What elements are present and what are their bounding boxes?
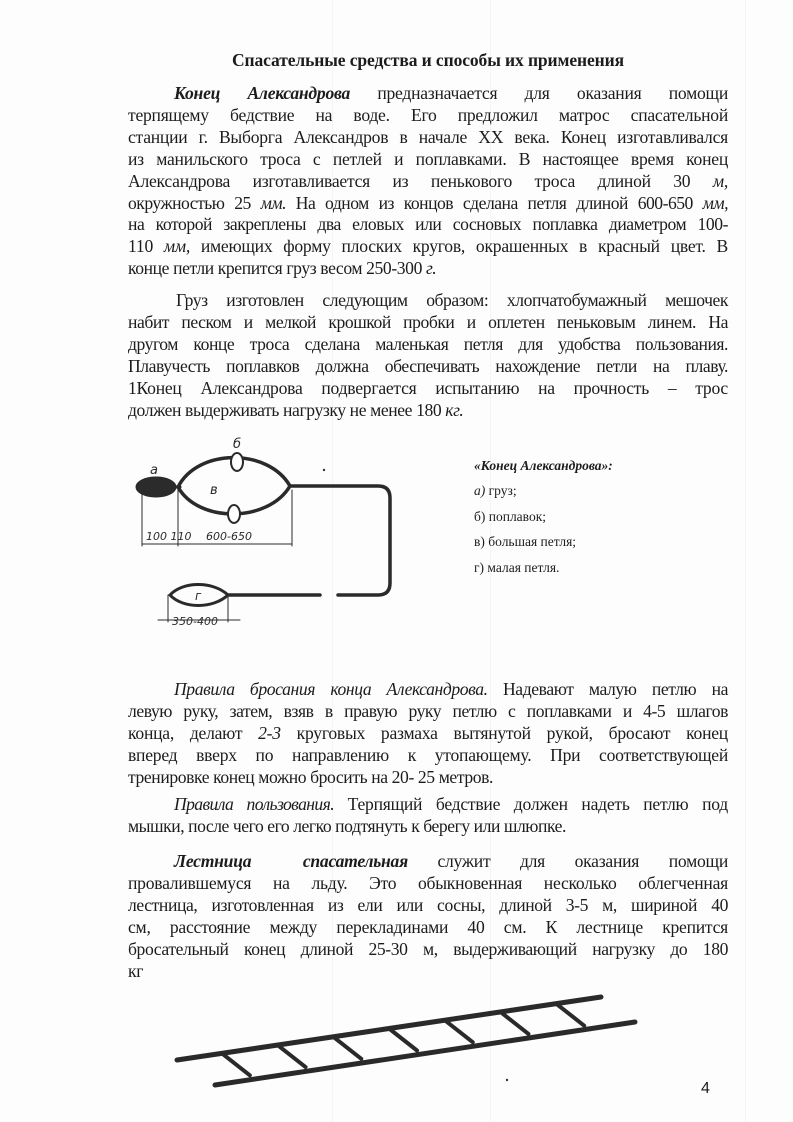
text-fragment: окружностью 25 bbox=[128, 192, 251, 213]
float-lower bbox=[228, 505, 240, 523]
dim-big-loop-length: 600-650 bbox=[206, 530, 252, 543]
legend-text: груз; bbox=[488, 483, 517, 498]
rule-heading: Правила бросания конца Александрова. bbox=[174, 679, 488, 699]
legend-text: малая петля. bbox=[487, 559, 560, 575]
text-line bbox=[128, 236, 728, 258]
number: 2-3 bbox=[258, 722, 281, 743]
text-fragment: конца, делают bbox=[128, 722, 243, 743]
konets-aleksandrova-diagram bbox=[128, 428, 428, 638]
text-line: кг bbox=[128, 960, 144, 981]
dim-weight-length: 100 110 bbox=[146, 530, 192, 543]
paragraph-lestnitsa bbox=[128, 851, 728, 982]
text-fragment: круговых размаха вытянутой рукой, бросают конец bbox=[296, 722, 728, 743]
text-fragment: служит для оказания помощи bbox=[437, 851, 728, 871]
page-title: Спасательные средства и способы их применения bbox=[231, 50, 625, 70]
text-line bbox=[128, 723, 728, 745]
text-fragment: На одном из концов сделана петля длиной 600-650 bbox=[295, 192, 693, 213]
text-line bbox=[128, 794, 728, 816]
text-fragment: предназначается для оказания помощи bbox=[377, 83, 728, 103]
legend-marker: в) bbox=[474, 534, 485, 549]
text-line: тренировке конец можно бросить на 20- 25 метров. bbox=[128, 766, 494, 787]
text-line: набит песком и мелкой крошкой пробки и оплетен пеньковым линем. На bbox=[128, 311, 728, 332]
paragraph-pravila-brosaniya bbox=[128, 679, 728, 789]
text-line bbox=[128, 679, 728, 701]
text-line: см, расстояние между перекладинами 40 см. К лестнице крепится bbox=[128, 916, 728, 937]
legend-item bbox=[474, 560, 613, 576]
legend-text: поплавок; bbox=[488, 508, 547, 524]
dim-small-loop-length: 350-400 bbox=[172, 615, 218, 628]
legend-marker: б) bbox=[474, 508, 486, 524]
text-line: терпящему бедствие на воде. Его предложил матрос спасательной bbox=[128, 104, 728, 125]
text-line: Плавучесть поплавков должна обеспечивать нахождение петли на плаву. bbox=[128, 355, 728, 376]
text-fragment: имеющих форму плоских кругов, окрашенных в красный цвет. В bbox=[200, 236, 728, 257]
unit: мм, bbox=[163, 236, 190, 257]
scan-dot bbox=[506, 1079, 508, 1081]
text-line bbox=[128, 193, 728, 215]
legend-item bbox=[474, 483, 613, 499]
label-small-loop: г bbox=[195, 589, 202, 603]
page-number: 4 bbox=[701, 1080, 710, 1097]
ladder-rung bbox=[278, 1045, 306, 1067]
text-line bbox=[128, 83, 728, 105]
text-line: мышки, после чего его легко подтянуть к берегу или шлюпке. bbox=[128, 815, 566, 836]
text-fragment: конце петли крепится груз весом 250-300 bbox=[128, 258, 422, 279]
paragraph-gruz bbox=[128, 290, 728, 421]
ladder-rung bbox=[556, 1004, 584, 1026]
legend-item bbox=[474, 534, 613, 550]
text-line: вперед вверх по направлению к утопающему. При соответствующей bbox=[128, 744, 728, 765]
legend-title: «Конец Александрова»: bbox=[474, 458, 613, 473]
ladder-illustration bbox=[165, 990, 745, 1100]
scan-artifact bbox=[745, 0, 746, 1122]
text-line bbox=[128, 400, 728, 422]
ladder-rung bbox=[500, 1012, 528, 1034]
label-weight: а bbox=[150, 463, 158, 478]
unit: мм. bbox=[260, 192, 286, 213]
text-line: 1Конец Александрова подвергается испытанию на прочность – трос bbox=[128, 377, 728, 398]
float-upper bbox=[231, 453, 243, 471]
text-fragment: Александрова изготавливается из пенькового троса длиной 30 bbox=[128, 170, 691, 191]
ladder-rail-bottom bbox=[215, 1022, 635, 1085]
ladder-rung bbox=[333, 1037, 361, 1059]
rule-heading: Правила пользования. bbox=[174, 794, 334, 814]
text-fragment: должен выдерживать нагрузку не менее 180 bbox=[128, 399, 442, 420]
text-fragment: 110 bbox=[128, 236, 153, 257]
text-line: лестница, изготовленная из ели или сосны, длиной 3-5 м, шириной 40 bbox=[128, 894, 728, 915]
text-line bbox=[128, 258, 728, 280]
text-fragment: Надевают малую петлю на bbox=[502, 679, 729, 699]
text-line: провалившемуся на льду. Это обыкновенная несколько облегченная bbox=[128, 872, 728, 893]
term-konets-aleksandrova: Конец Александрова bbox=[174, 83, 351, 103]
paragraph-pravila-polzovaniya bbox=[128, 794, 728, 838]
label-float: б bbox=[233, 437, 242, 452]
text-line: станции г. Выборга Александров в начале XX века. Конец изготавливался bbox=[128, 126, 728, 147]
paragraph-konets-aleksandrova bbox=[128, 83, 728, 280]
text-line bbox=[128, 171, 728, 193]
legend-item bbox=[474, 509, 613, 525]
ladder-rung bbox=[389, 1029, 417, 1051]
text-line: из манильского троса с петлей и поплавками. В настоящее время конец bbox=[128, 148, 728, 169]
legend-marker: г) bbox=[474, 559, 485, 575]
term-lestnitsa: Лестница спасательная bbox=[174, 851, 408, 871]
ladder-rung bbox=[222, 1053, 250, 1075]
unit: г. bbox=[425, 258, 437, 279]
unit: мм, bbox=[702, 192, 728, 213]
scan-dot bbox=[323, 469, 325, 471]
text-line bbox=[128, 290, 728, 312]
text-line bbox=[128, 851, 728, 873]
unit: м, bbox=[712, 170, 728, 191]
main-rope bbox=[290, 486, 390, 595]
text-fragment: Груз изготовлен следующим образом: хлопчатобумажный мешочек bbox=[176, 290, 728, 310]
legend-text: большая петля; bbox=[488, 534, 577, 549]
text-line: левую руку, затем, взяв в правую руку петлю с поплавками и 4-5 шлагов bbox=[128, 700, 728, 721]
ladder-rung bbox=[445, 1020, 473, 1042]
text-line: другом конце троса сделана маленькая петля для удобства пользования. bbox=[128, 333, 728, 354]
legend-marker: а) bbox=[474, 483, 486, 498]
text-line: бросательный конец длиной 25-30 м, выдерживающий нагрузку до 180 bbox=[128, 938, 728, 959]
text-fragment: Терпящий бедствие должен надеть петлю под bbox=[347, 794, 728, 814]
unit: кг. bbox=[445, 399, 464, 420]
label-big-loop: в bbox=[210, 483, 218, 498]
text-line: на которой закреплены два еловых или сосновых поплавка диаметром 100- bbox=[128, 214, 728, 235]
diagram-legend bbox=[474, 458, 613, 585]
